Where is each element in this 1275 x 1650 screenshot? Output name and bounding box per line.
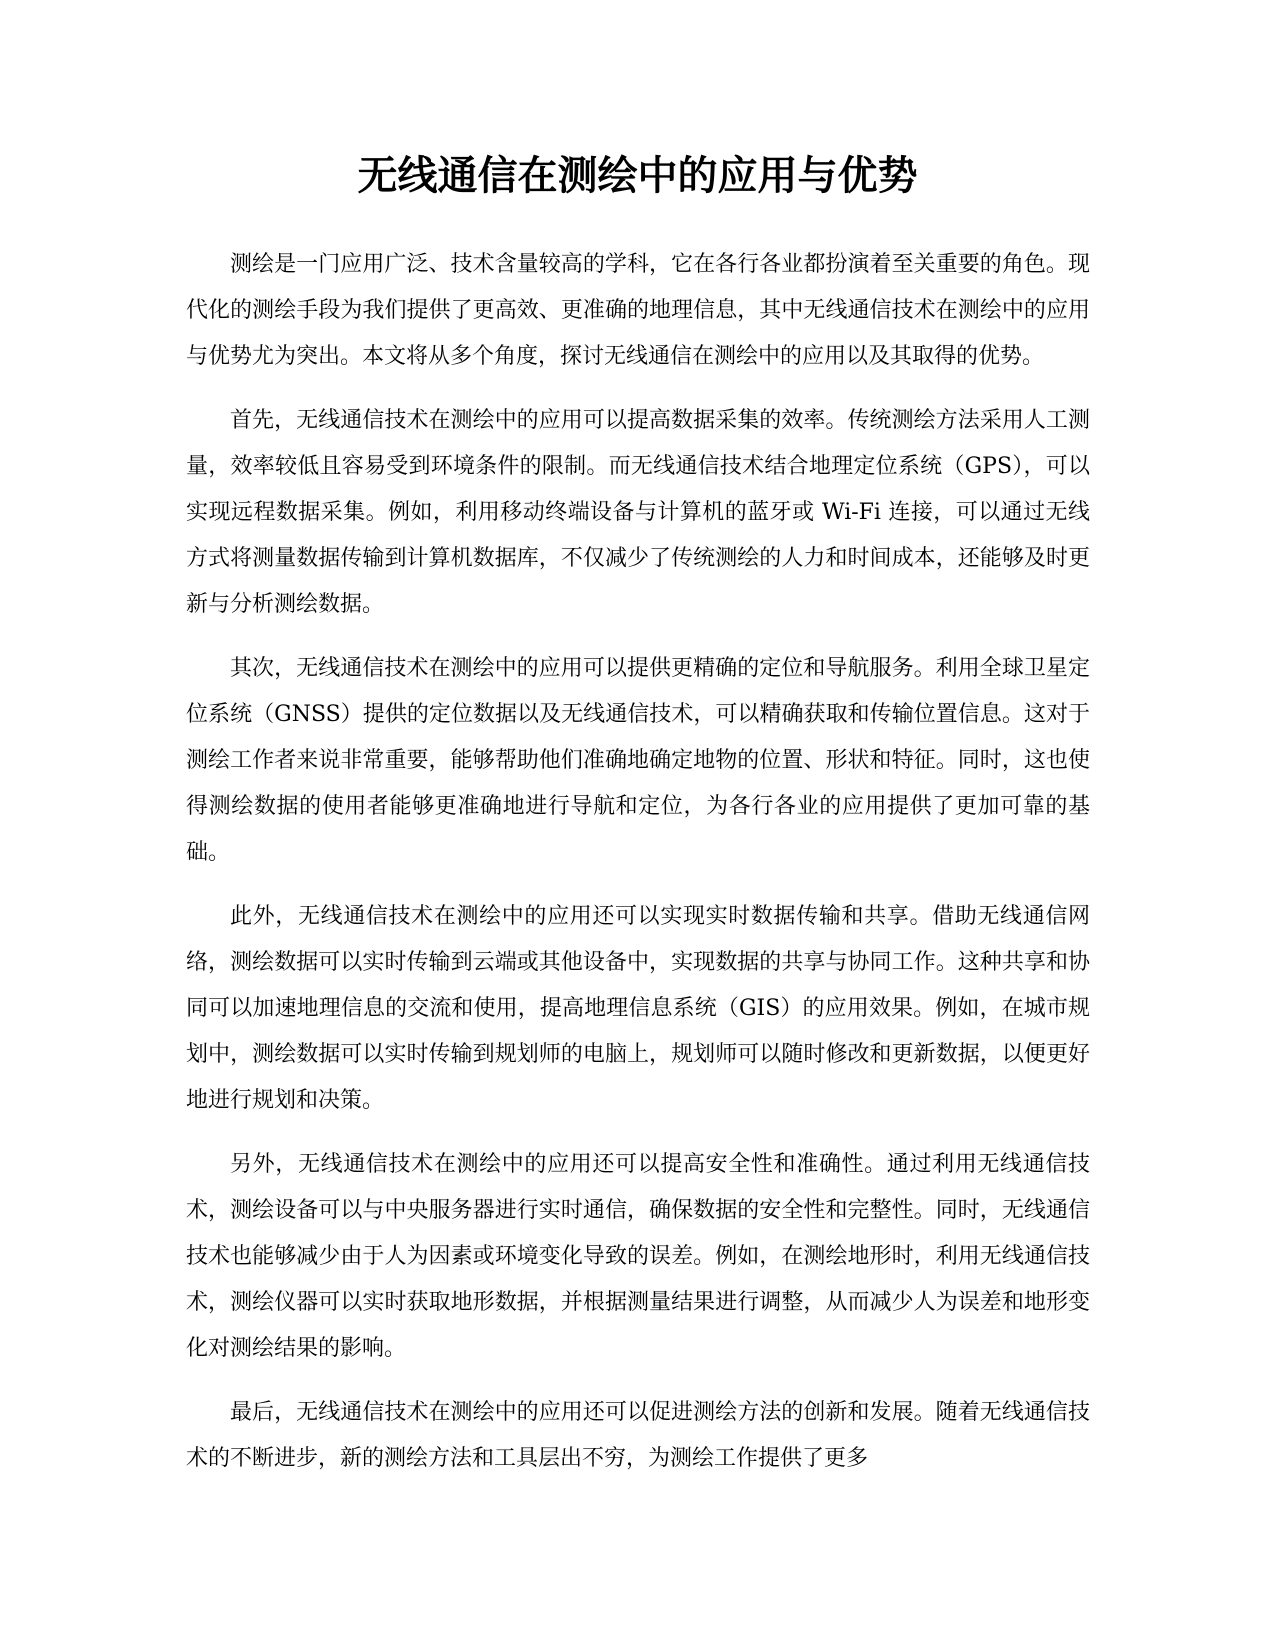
document-title: 无线通信在测绘中的应用与优势: [357, 153, 918, 199]
paragraph-safety-accuracy: 另外，无线通信技术在测绘中的应用还可以提高安全性和准确性。通过利用无线通信技术，测绘设备可以与中央服务器进行实时通信，确保数据的安全性和完整性。同时，无线通信技术也能够减少由于人为因素或环境变化导致的误差。例如，在测绘地形时，利用无线通信技术，测绘仪器可以实时获取地形数据，并根据测量结果进行调整，从而减少人为误差和地形变化对测绘结果的影响。: [186, 1152, 1090, 1361]
paragraph-positioning: 其次，无线通信技术在测绘中的应用可以提供更精确的定位和导航服务。利用全球卫星定位系统（GNSS）提供的定位数据以及无线通信技术，可以精确获取和传输位置信息。这对于测绘工作者来说非常重要，能够帮助他们准确地确定地物的位置、形状和特征。同时，这也使得测绘数据的使用者能够更准确地进行导航和定位，为各行各业的应用提供了更加可靠的基础。: [186, 656, 1090, 865]
paragraph-intro: 测绘是一门应用广泛、技术含量较高的学科，它在各行各业都扮演着至关重要的角色。现代化的测绘手段为我们提供了更高效、更准确的地理信息，其中无线通信技术在测绘中的应用与优势尤为突出。本文将从多个角度，探讨无线通信在测绘中的应用以及其取得的优势。: [186, 252, 1090, 369]
paragraph-efficiency: 首先，无线通信技术在测绘中的应用可以提高数据采集的效率。传统测绘方法采用人工测量，效率较低且容易受到环境条件的限制。而无线通信技术结合地理定位系统（GPS），可以实现远程数据采集。例如，利用移动终端设备与计算机的蓝牙或 Wi-Fi 连接，可以通过无线方式将测量数据传输到计算机数据库，不仅减少了传统测绘的人力和时间成本，还能够及时更新与分析测绘数据。: [186, 408, 1090, 617]
paragraph-innovation: 最后，无线通信技术在测绘中的应用还可以促进测绘方法的创新和发展。随着无线通信技术的不断进步，新的测绘方法和工具层出不穷，为测绘工作提供了更多: [186, 1400, 1090, 1471]
document-body: [186, 242, 1090, 1500]
paragraph-realtime-sharing: 此外，无线通信技术在测绘中的应用还可以实现实时数据传输和共享。借助无线通信网络，测绘数据可以实时传输到云端或其他设备中，实现数据的共享与协同工作。这种共享和协同可以加速地理信息的交流和使用，提高地理信息系统（GIS）的应用效果。例如，在城市规划中，测绘数据可以实时传输到规划师的电脑上，规划师可以随时修改和更新数据，以便更好地进行规划和决策。: [186, 904, 1090, 1113]
